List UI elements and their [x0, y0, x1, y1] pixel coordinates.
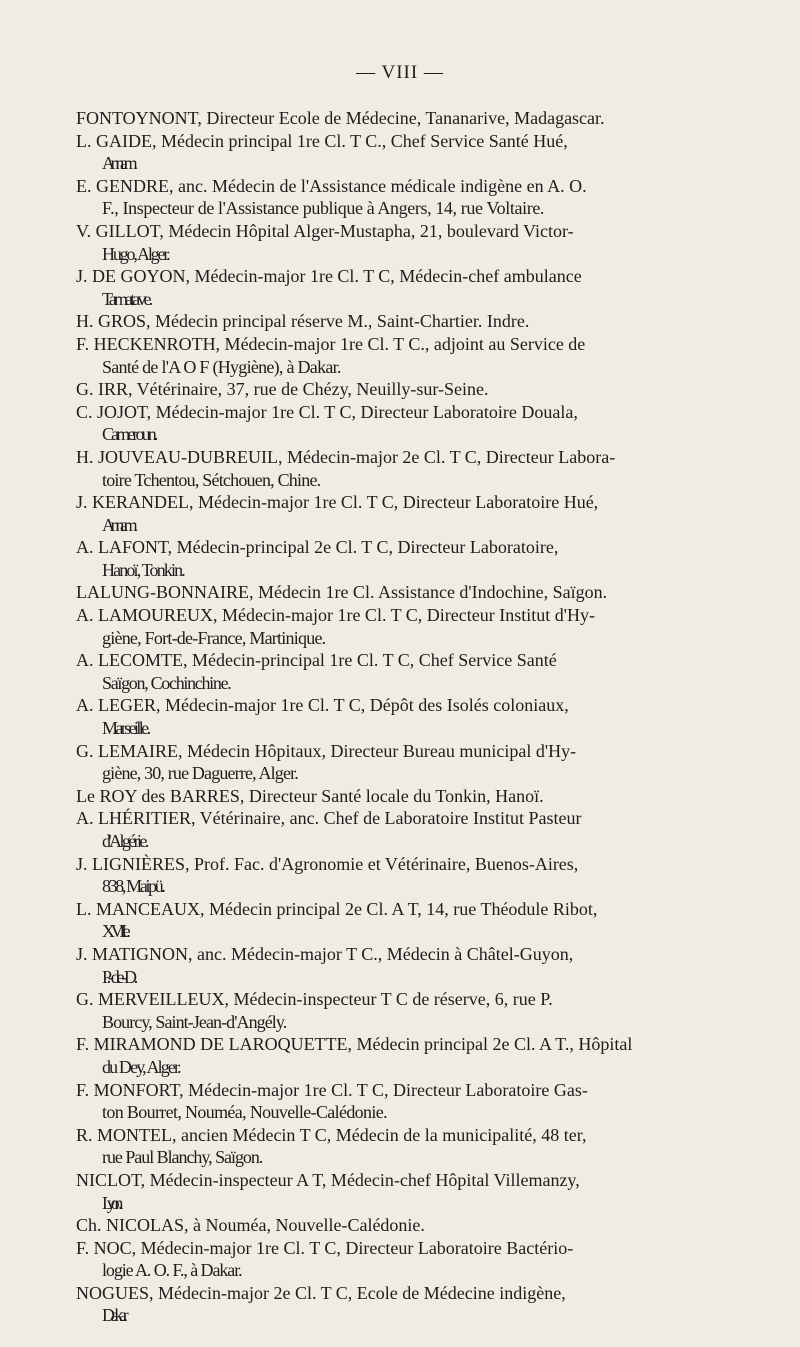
list-entry	[76, 310, 728, 333]
entry-line: A. LECOMTE, Médecin-principal 1re Cl. T C, Chef Service Santé	[76, 650, 557, 671]
entry-continuation-line: Lyon.	[102, 1192, 118, 1213]
entry-continuation-line: Santé de l'A O F (Hygiène), à Dakar.	[102, 356, 341, 377]
list-entry	[76, 1169, 728, 1214]
entry-continuation-line: du Dey, Alger.	[102, 1056, 180, 1077]
entry-continuation-line: Tamatave.	[102, 288, 151, 309]
list-entry	[76, 378, 728, 401]
entry-line: J. MATIGNON, anc. Médecin-major T C., Médecin à Châtel-Guyon,	[76, 943, 574, 964]
entry-line: LALUNG-BONNAIRE, Médecin 1re Cl. Assistance d'Indochine, Saïgon.	[76, 582, 608, 603]
member-list	[76, 107, 728, 1327]
entry-continuation-line: Annam.	[102, 514, 134, 535]
entry-line: G. LEMAIRE, Médecin Hôpitaux, Directeur Bureau municipal d'Hy-	[76, 740, 577, 761]
entry-continuation-line: XVIIe.	[102, 921, 127, 942]
list-entry	[76, 491, 728, 536]
entry-line: J. LIGNIÈRES, Prof. Fac. d'Agronomie et Vétérinaire, Buenos-Aires,	[76, 853, 579, 874]
entry-line: A. LAMOUREUX, Médecin-major 1re Cl. T C, Directeur Institut d'Hy-	[76, 605, 595, 626]
list-entry	[76, 807, 728, 852]
entry-continuation-line: Hanoï, Tonkin.	[102, 559, 184, 580]
list-entry	[76, 988, 728, 1033]
list-entry	[76, 853, 728, 898]
list-entry	[76, 130, 728, 175]
list-entry	[76, 694, 728, 739]
entry-continuation-line: d'Algérie.	[102, 831, 147, 851]
list-entry	[76, 649, 728, 694]
entry-line: E. GENDRE, anc. Médecin de l'Assistance médicale indigène en A. O.	[76, 175, 587, 196]
list-entry	[76, 175, 728, 220]
list-entry	[76, 265, 728, 310]
entry-continuation-line: Saïgon, Cochinchine.	[102, 672, 231, 693]
list-entry	[76, 401, 728, 446]
entry-line: H. JOUVEAU-DUBREUIL, Médecin-major 2e Cl. T C, Directeur Labora-	[76, 446, 616, 467]
entry-line: C. JOJOT, Médecin-major 1re Cl. T C, Directeur Laboratoire Douala,	[76, 401, 578, 422]
entry-line: Le ROY des BARRES, Directeur Santé locale du Tonkin, Hanoï.	[76, 785, 544, 806]
list-entry	[76, 333, 728, 378]
entry-line: NOGUES, Médecin-major 2e Cl. T C, Ecole de Médecine indigène,	[76, 1282, 566, 1303]
list-entry	[76, 1033, 728, 1078]
list-entry	[76, 785, 728, 808]
list-entry	[76, 581, 728, 604]
page-number: — VIII —	[356, 62, 444, 83]
entry-line: F. HECKENROTH, Médecin-major 1re Cl. T C., adjoint au Service de	[76, 333, 586, 354]
entry-line: J. DE GOYON, Médecin-major 1re Cl. T C, Médecin-chef ambulance	[76, 266, 582, 287]
entry-line: G. IRR, Vétérinaire, 37, rue de Chézy, Neuilly-sur-Seine.	[76, 379, 489, 400]
entry-line: J. KERANDEL, Médecin-major 1re Cl. T C, Directeur Laboratoire Hué,	[76, 492, 599, 513]
entry-line: A. LAFONT, Médecin-principal 2e Cl. T C, Directeur Laboratoire,	[76, 537, 559, 558]
entry-continuation-line: Bourcy, Saint-Jean-d'Angély.	[102, 1011, 287, 1032]
list-entry	[76, 1124, 728, 1169]
entry-continuation-line: F., Inspecteur de l'Assistance publique à Angers, 14, rue Voltaire.	[102, 198, 545, 219]
list-entry	[76, 898, 728, 943]
entry-continuation-line: logie A. O. F., à Dakar.	[102, 1260, 242, 1281]
entry-continuation-line: P.-de-D.	[102, 966, 135, 987]
entry-line: H. GROS, Médecin principal réserve M., Saint-Chartier. Indre.	[76, 311, 530, 332]
list-entry	[76, 1214, 728, 1237]
list-entry	[76, 1237, 728, 1282]
entry-line: F. MONFORT, Médecin-major 1re Cl. T C, Directeur Laboratoire Gas-	[76, 1079, 588, 1100]
entry-line: NICLOT, Médecin-inspecteur A T, Médecin-chef Hôpital Villemanzy,	[76, 1169, 580, 1190]
entry-continuation-line: giène, Fort-de-France, Martinique.	[102, 627, 326, 648]
entry-line: Ch. NICOLAS, à Nouméa, Nouvelle-Calédonie.	[76, 1215, 425, 1236]
list-entry	[76, 107, 728, 130]
entry-continuation-line: Marseille.	[102, 718, 149, 739]
entry-continuation-line: 838, Maipü.	[102, 876, 164, 897]
entry-continuation-line: Dakar.	[102, 1305, 124, 1326]
entry-continuation-line: Cameroun.	[102, 424, 156, 445]
entry-continuation-line: toire Tchentou, Sétchouen, Chine.	[102, 469, 321, 490]
list-entry	[76, 536, 728, 581]
entry-continuation-line: giène, 30, rue Daguerre, Alger.	[102, 763, 298, 784]
entry-continuation-line: Hugo, Alger.	[102, 243, 169, 264]
list-entry	[76, 1079, 728, 1124]
list-entry	[76, 446, 728, 491]
list-entry	[76, 1282, 728, 1327]
entry-line: F. NOC, Médecin-major 1re Cl. T C, Directeur Laboratoire Bactério-	[76, 1237, 574, 1258]
list-entry	[76, 220, 728, 265]
list-entry	[76, 740, 728, 785]
entry-line: G. MERVEILLEUX, Médecin-inspecteur T C de réserve, 6, rue P.	[76, 989, 553, 1010]
entry-line: L. GAIDE, Médecin principal 1re Cl. T C., Chef Service Santé Hué,	[76, 130, 568, 151]
entry-line: L. MANCEAUX, Médecin principal 2e Cl. A T, 14, rue Théodule Ribot,	[76, 898, 598, 919]
entry-line: F. MIRAMOND DE LAROQUETTE, Médecin principal 2e Cl. A T., Hôpital	[76, 1034, 633, 1055]
list-entry	[76, 604, 728, 649]
entry-continuation-line: Annam.	[102, 153, 134, 174]
entry-line: R. MONTEL, ancien Médecin T C, Médecin de la municipalité, 48 ter,	[76, 1124, 587, 1145]
list-entry	[76, 943, 728, 988]
entry-line: A. LHÉRITIER, Vétérinaire, anc. Chef de Laboratoire Institut Pasteur	[76, 808, 582, 829]
entry-line: V. GILLOT, Médecin Hôpital Alger-Mustapha, 21, boulevard Victor-	[76, 220, 574, 241]
entry-continuation-line: rue Paul Blanchy, Saïgon.	[102, 1147, 263, 1168]
entry-line: A. LEGER, Médecin-major 1re Cl. T C, Dépôt des Isolés coloniaux,	[76, 695, 569, 716]
entry-line: FONTOYNONT, Directeur Ecole de Médecine, Tananarive, Madagascar.	[76, 108, 605, 128]
entry-continuation-line: ton Bourret, Nouméa, Nouvelle-Calédonie.	[102, 1102, 387, 1123]
